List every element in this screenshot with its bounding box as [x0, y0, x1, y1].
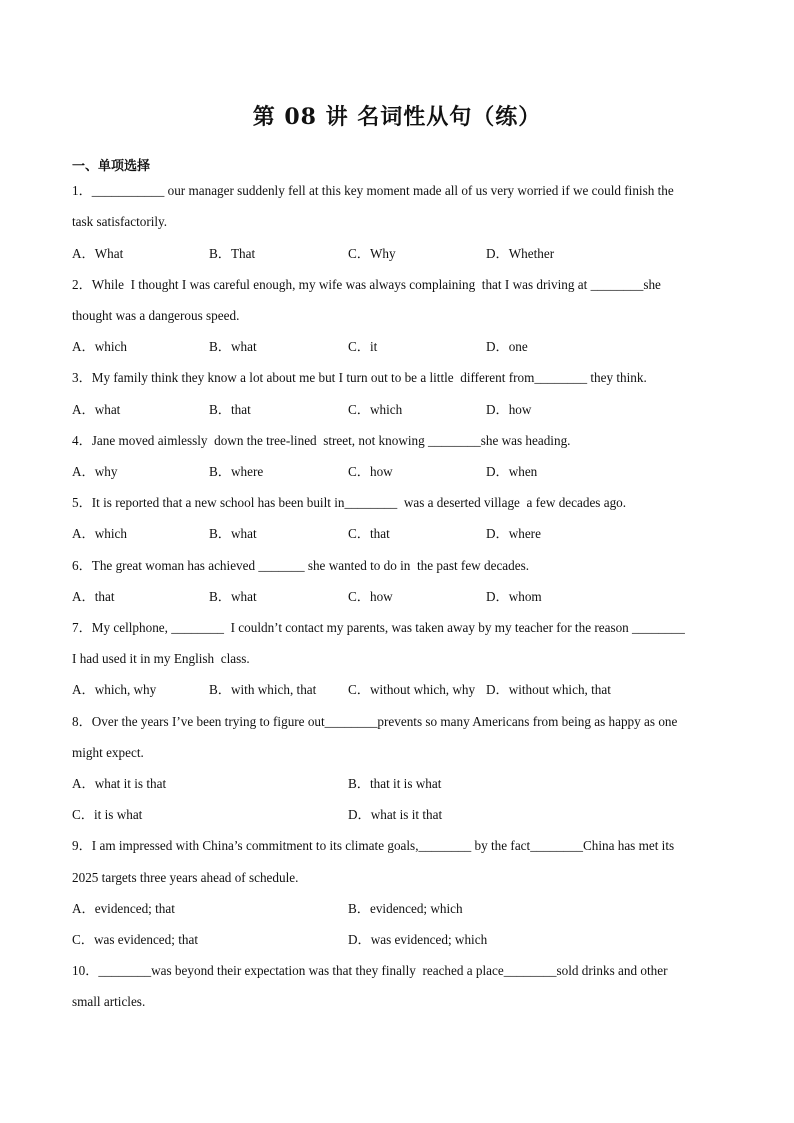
question-1-option-a: A．What — [72, 246, 124, 261]
question-10-line-1: 10．________was beyond their expectation was that they finally reached a place________sold drinks and other — [72, 963, 668, 978]
question-9-line-1: 9．I am impressed with China’s commitment to its climate goals,________ by the fact________China has met its — [72, 838, 675, 853]
question-8-option-a: A．what it is that — [72, 776, 167, 791]
question-3-option-b: B．that — [209, 402, 251, 417]
question-5-option-b: B．what — [209, 526, 257, 541]
question-9-option-b: B．evidenced; which — [348, 901, 463, 916]
question-6-option-c: C．how — [348, 589, 393, 604]
question-8-option-b: B．that it is what — [348, 776, 442, 791]
question-8-option-c: C．it is what — [72, 807, 143, 822]
question-6-line-1: 6．The great woman has achieved _______ she wanted to do in the past few decades. — [72, 558, 530, 573]
question-7-option-d: D．without which, that — [486, 682, 611, 697]
question-6-option-b: B．what — [209, 589, 257, 604]
question-4-option-b: B．where — [209, 464, 264, 479]
question-8-line-2: might expect. — [72, 745, 144, 760]
question-4-option-a: A．why — [72, 464, 118, 479]
question-1-line-1: 1．___________ our manager suddenly fell at this key moment made all of us very worried if we could finish the — [72, 183, 674, 198]
question-3-option-a: A．what — [72, 402, 121, 417]
question-1-option-c: C．Why — [348, 246, 396, 261]
question-7-line-2: I had used it in my English class. — [72, 651, 250, 666]
question-7-line-1: 7．My cellphone, ________ I couldn’t contact my parents, was taken away by my teacher for the reason ________ — [72, 620, 685, 635]
question-2-option-b: B．what — [209, 339, 257, 354]
question-3-option-d: D．how — [486, 402, 532, 417]
question-7-option-a: A．which, why — [72, 682, 157, 697]
question-9-option-c: C．was evidenced; that — [72, 932, 198, 947]
question-5-line-1: 5．It is reported that a new school has been built in________ was a deserted village a few decades ago. — [72, 495, 627, 510]
question-2-line-2: thought was a dangerous speed. — [72, 308, 240, 323]
question-9-line-2: 2025 targets three years ahead of schedule. — [72, 870, 299, 885]
question-5-option-d: D．where — [486, 526, 541, 541]
question-2-line-1: 2．While I thought I was careful enough, my wife was always complaining that I was driving at ________she — [72, 277, 661, 292]
question-3-line-1: 3．My family think they know a lot about me but I turn out to be a little different from________ they think. — [72, 370, 647, 385]
question-4-option-c: C．how — [348, 464, 393, 479]
question-8-line-1: 8．Over the years I’ve been trying to figure out________prevents so many Americans from being as happy as one — [72, 714, 678, 729]
question-6-option-d: D．whom — [486, 589, 542, 604]
question-4-option-d: D．when — [486, 464, 538, 479]
question-1-option-d: D．Whether — [486, 246, 555, 261]
question-9-option-d: D．was evidenced; which — [348, 932, 488, 947]
question-2-option-a: A．which — [72, 339, 127, 354]
question-1-line-2: task satisfactorily. — [72, 214, 168, 229]
question-5-option-c: C．that — [348, 526, 390, 541]
question-2-option-d: D．one — [486, 339, 528, 354]
page-title: 第 08 讲 名词性从句（练） — [252, 104, 542, 130]
question-1-option-b: B．That — [209, 246, 256, 261]
question-3-option-c: C．which — [348, 402, 403, 417]
section-heading: 一、单项选择 — [72, 159, 151, 174]
question-2-option-c: C．it — [348, 339, 378, 354]
question-10-line-2: small articles. — [72, 994, 146, 1009]
question-5-option-a: A．which — [72, 526, 127, 541]
question-4-line-1: 4．Jane moved aimlessly down the tree-lined street, not knowing ________she was heading. — [72, 433, 571, 448]
question-9-option-a: A．evidenced; that — [72, 901, 175, 916]
question-8-option-d: D．what is it that — [348, 807, 443, 822]
question-6-option-a: A．that — [72, 589, 115, 604]
question-7-option-c: C．without which, why — [348, 682, 476, 697]
question-7-option-b: B．with which, that — [209, 682, 317, 697]
